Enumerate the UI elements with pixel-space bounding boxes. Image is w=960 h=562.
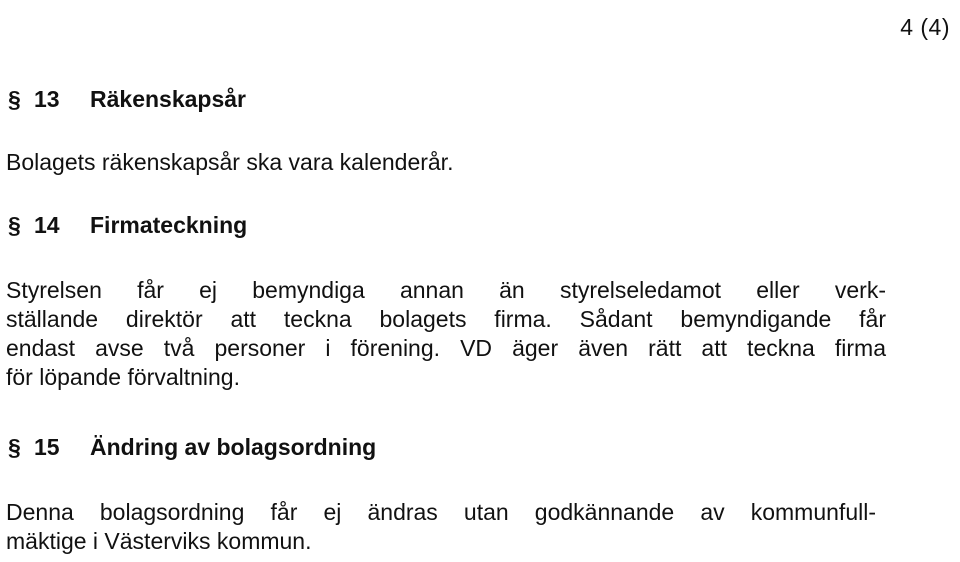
section-symbol: § (8, 212, 21, 238)
paragraph-line: för löpande förvaltning. (6, 364, 240, 390)
paragraph-line: endast avse två personer i förening. VD äger även rätt att teckna firma (6, 335, 886, 361)
section-14-heading (8, 212, 247, 239)
section-symbol: § (8, 86, 21, 112)
section-14-body (6, 276, 886, 392)
section-13-body (6, 148, 453, 177)
section-title: Räkenskapsår (90, 86, 246, 112)
section-number: 14 (34, 212, 60, 238)
section-number: 13 (34, 86, 60, 112)
page-number: 4 (4) (900, 14, 950, 40)
paragraph-line: Styrelsen får ej bemyndiga annan än styrelseledamot eller verk- (6, 277, 886, 303)
section-13-heading (8, 86, 246, 113)
paragraph-line: Bolagets räkenskapsår ska vara kalenderår. (6, 149, 454, 175)
section-number: 15 (34, 434, 60, 460)
paragraph-line: mäktige i Västerviks kommun. (6, 528, 312, 554)
section-symbol: § (8, 434, 21, 460)
section-15-body (6, 498, 876, 556)
paragraph-line: Denna bolagsordning får ej ändras utan godkännande av kommunfull- (6, 499, 876, 525)
paragraph-line: ställande direktör att teckna bolagets firma. Sådant bemyndigande får (6, 306, 886, 332)
section-15-heading (8, 434, 376, 461)
section-title: Ändring av bolagsordning (90, 434, 377, 460)
section-title: Firmateckning (90, 212, 248, 238)
